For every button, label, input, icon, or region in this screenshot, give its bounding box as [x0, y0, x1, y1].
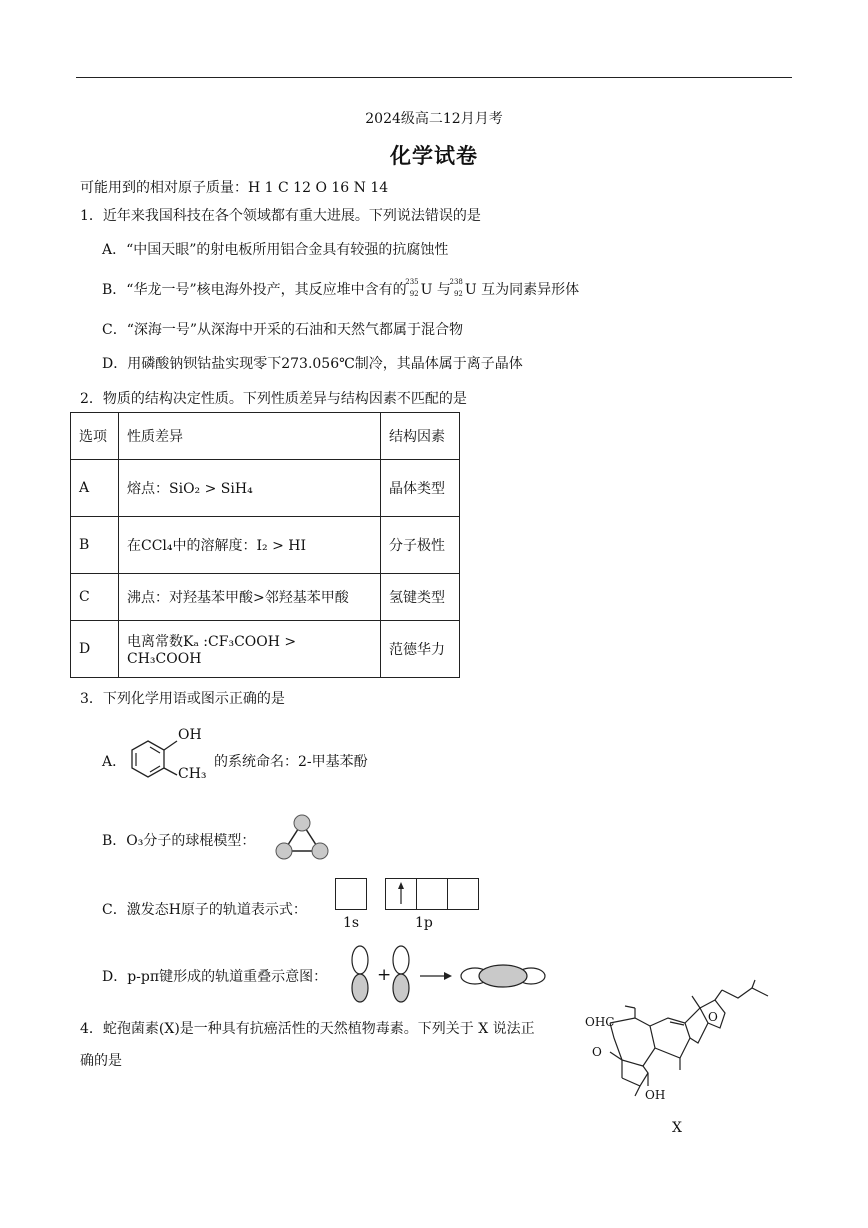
table-cell-factor: 分子极性: [381, 517, 460, 574]
atomic-masses: 可能用到的相对原子质量：H 1 C 12 O 16 N 14: [80, 180, 389, 196]
q3-option-a-text: 的系统命名：2-甲基苯酚: [214, 754, 368, 770]
q3-option-b-text: B．O₃分子的球棍模型：: [102, 833, 256, 849]
table-header-cell: 选项: [71, 413, 119, 460]
orbital-box-1p-3: [447, 878, 479, 910]
isotope-u235: 235 92: [405, 278, 419, 298]
table-row: [71, 574, 460, 621]
exam-name: 2024级高二12月月考: [365, 111, 503, 127]
q3-stem: 3．下列化学用语或图示正确的是: [80, 691, 285, 707]
table-header-cell: 结构因素: [381, 413, 460, 460]
orbital-box-1s: [335, 878, 367, 910]
table-row: [71, 460, 460, 517]
table-cell-property: 在CCl₄中的溶解度：I₂ > HI: [119, 517, 381, 574]
q1-option-a: A．“中国天眼”的射电板所用铝合金具有较强的抗腐蚀性: [102, 242, 449, 258]
subject-title: 化学试卷: [390, 143, 478, 168]
table-header-row: [71, 413, 460, 460]
table-header-cell: 性质差异: [119, 413, 381, 460]
ophiobolin-structure: [580, 978, 780, 1108]
orbital-label-1s: 1s: [343, 915, 360, 931]
q1-stem: 1．近年来我国科技在各个领域都有重大进展。下列说法错误的是: [80, 208, 481, 224]
q1-option-b: B．“华龙一号”核电海外投产，其反应堆中含有的 235 92 U 与 238 92 U 互为同素异形体: [102, 278, 580, 298]
table-cell-option: A: [71, 460, 119, 517]
table-row: [71, 517, 460, 574]
table-cell-property: 沸点：对羟基苯甲酸>邻羟基苯甲酸: [119, 574, 381, 621]
table-cell-option: C: [71, 574, 119, 621]
table-cell-option: B: [71, 517, 119, 574]
q2-stem: 2．物质的结构决定性质。下列性质差异与结构因素不匹配的是: [80, 391, 467, 407]
table-cell-property: 熔点：SiO₂ > SiH₄: [119, 460, 381, 517]
o-cresol-oh-label: OH: [178, 727, 202, 743]
q3-option-d-text: D．p-pπ键形成的轨道重叠示意图：: [102, 969, 328, 985]
q2-table: [70, 412, 460, 678]
p-p-pi-overlap-diagram: [340, 943, 550, 1007]
table-cell-option: D: [71, 621, 119, 678]
q1-option-c: C．“深海一号”从深海中开采的石油和天然气都属于混合物: [102, 322, 464, 338]
isotope-u238: 238 92: [449, 278, 463, 298]
table-cell-factor: 晶体类型: [381, 460, 460, 517]
q3-option-c-text: C．激发态H原子的轨道表示式：: [102, 902, 307, 918]
struct-label-x: X: [672, 1120, 682, 1136]
struct-label-o: O: [592, 1045, 602, 1059]
table-cell-factor: 氢键类型: [381, 574, 460, 621]
struct-label-ohc: OHC: [585, 1015, 615, 1029]
plus-sign: +: [377, 965, 392, 985]
ozone-ball-stick-model: [272, 812, 332, 864]
up-arrow-icon: [386, 879, 416, 909]
q3-option-a-label: A．: [102, 754, 127, 770]
orbital-diagram: [335, 878, 478, 910]
orbital-box-1p-1: [385, 878, 417, 910]
q4-stem-line2: 确的是: [80, 1053, 122, 1069]
o-cresol-ch3-label: CH₃: [178, 766, 207, 782]
orbital-box-1p-2: [416, 878, 448, 910]
q4-stem-line1: 4．蛇孢菌素(X)是一种具有抗癌活性的天然植物毒素。下列关于 X 说法正: [80, 1021, 535, 1037]
table-cell-property: 电离常数Kₐ :CF₃COOH > CH₃COOH: [119, 621, 381, 678]
header-rule: [76, 77, 792, 78]
table-row: [71, 621, 460, 678]
orbital-label-1p: 1p: [415, 915, 433, 931]
table-cell-factor: 范德华力: [381, 621, 460, 678]
q1-option-d: D．用磷酸钠钡钴盐实现零下273.056℃制冷，其晶体属于离子晶体: [102, 356, 523, 372]
struct-label-ring-o: O: [708, 1010, 718, 1024]
struct-label-oh: OH: [645, 1088, 666, 1102]
